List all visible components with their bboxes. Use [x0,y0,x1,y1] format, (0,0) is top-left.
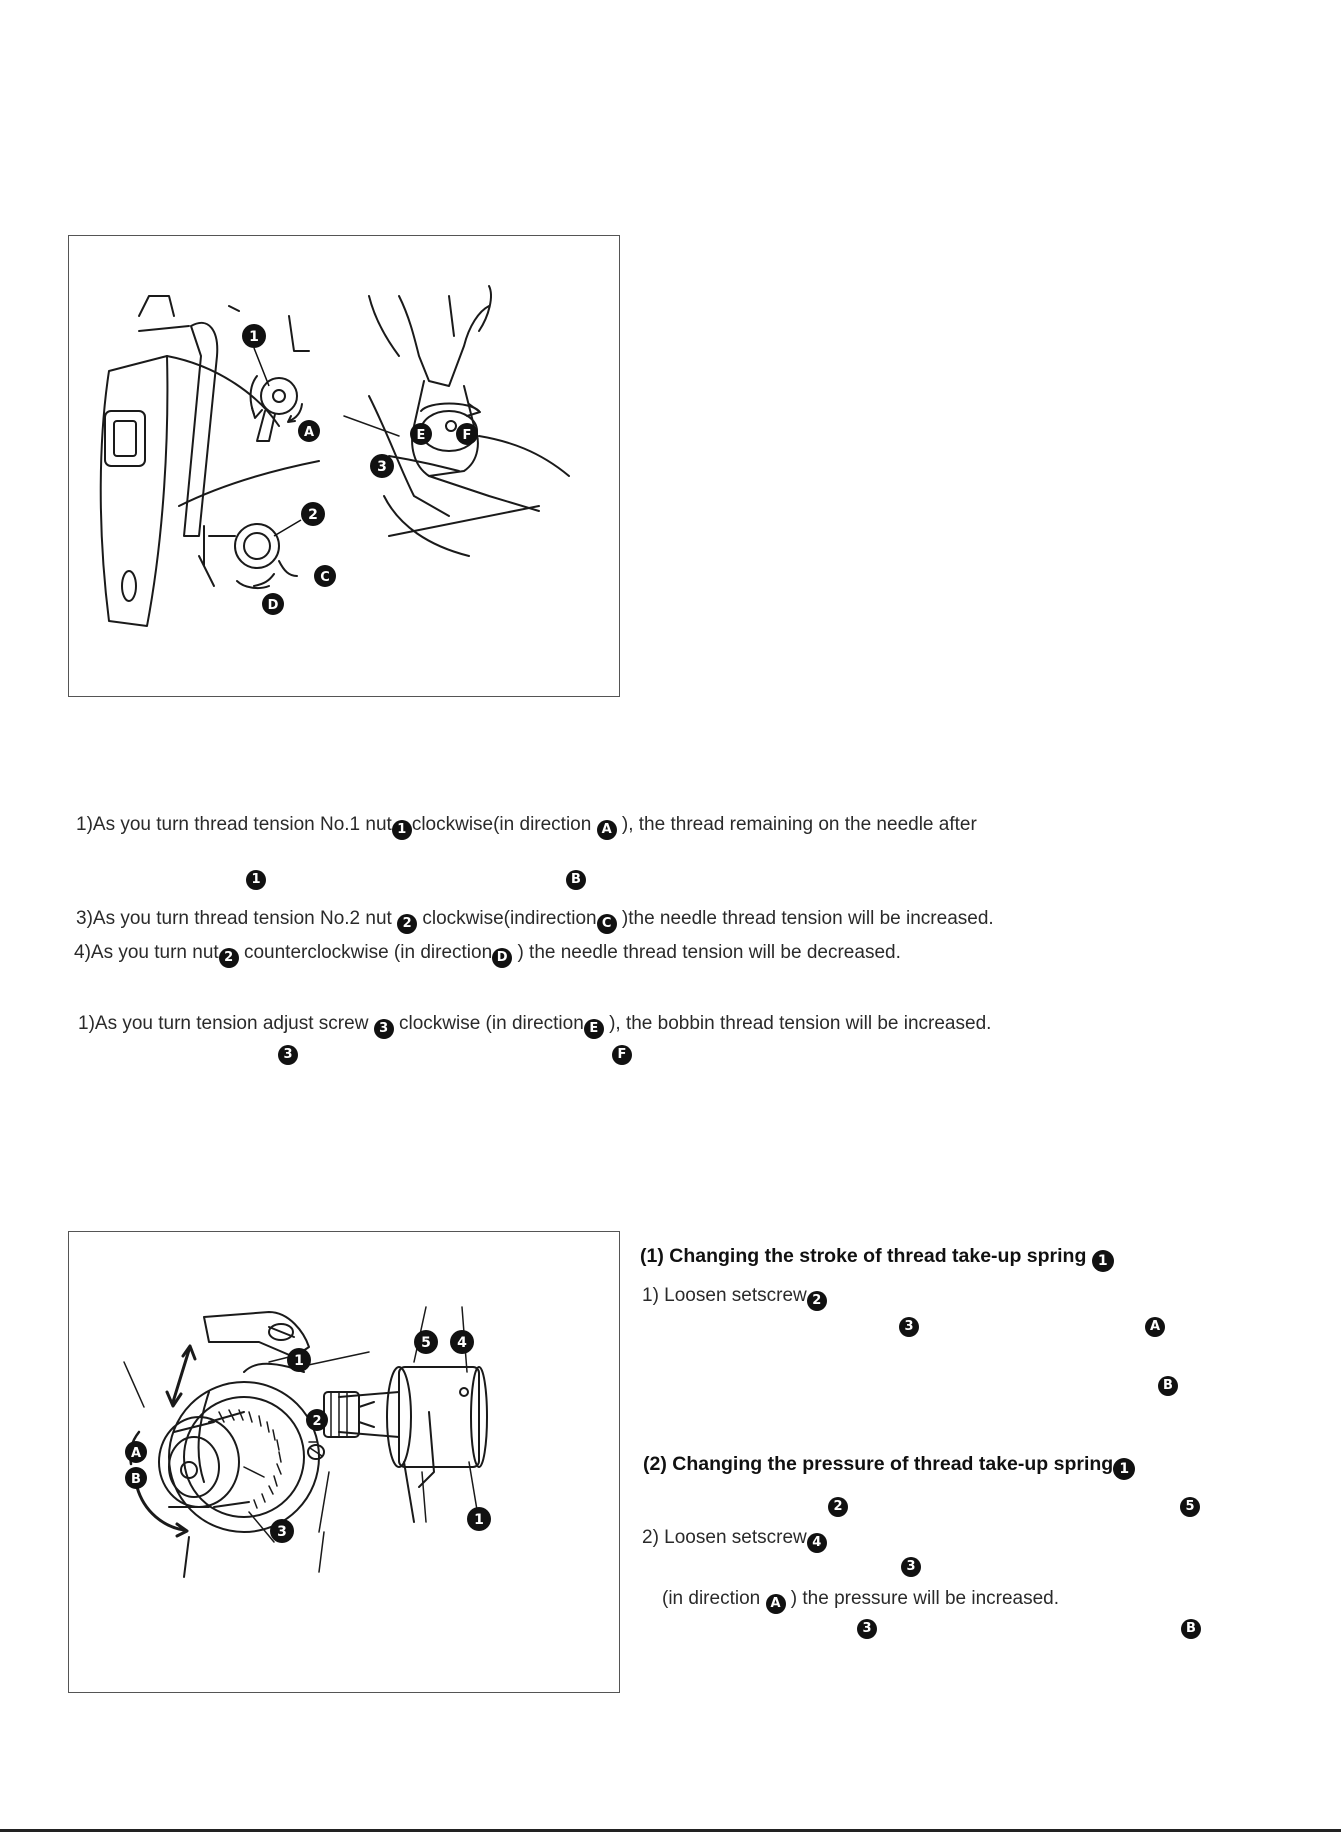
badge-row-f-b: B [1181,1619,1201,1639]
fig2-marker-b [125,1467,147,1489]
bobbin-tension-line-2 [0,1045,1341,1069]
fig1-marker-c [314,565,336,587]
needle-tension-line-4: 4)As you turn nut 2 counterclockwise (in direction D ) the needle thread tension will be decreased. [74,943,901,968]
badge-spring-1: 1 [1092,1250,1114,1272]
take-up-row-f [0,1619,1341,1643]
badge-nut-1: 1 [392,820,412,840]
svg-text:3: 3 [277,1524,287,1540]
svg-text:C: C [320,570,330,585]
badge-screw-3: 3 [374,1019,394,1039]
badge-row-d-3: 3 [901,1557,921,1577]
needle-tension-line-2 [0,870,1341,894]
badge-spring-1-b: 1 [1113,1458,1135,1480]
badge-direction-e: E [584,1019,604,1039]
svg-text:F: F [462,428,472,443]
badge-row-f-3: 3 [857,1619,877,1639]
svg-text:1: 1 [249,329,259,345]
badge-direction-c: C [597,914,617,934]
fig2-marker-2 [306,1409,328,1431]
take-up-step-1: 1) Loosen setscrew 2 [642,1286,827,1311]
fig2-marker-a [125,1441,147,1463]
svg-text:2: 2 [308,507,318,523]
tension-illustration [69,236,621,698]
badge-row-b-b: B [1158,1376,1178,1396]
fig2-marker-1-left [287,1348,311,1372]
badge-row-c-2: 2 [828,1497,848,1517]
svg-text:D: D [267,598,279,613]
fig1-marker-1 [242,324,266,348]
badge-setscrew-4: 4 [807,1533,827,1553]
badge-direction-a: A [597,820,617,840]
take-up-heading-1: (1) Changing the stroke of thread take-up spring 1 [640,1247,1114,1272]
badge-screw-3-line2: 3 [278,1045,298,1065]
take-up-row-b [0,1376,1341,1400]
fig2-marker-3 [270,1519,294,1543]
fig1-marker-3 [370,454,394,478]
svg-text:A: A [130,1446,142,1461]
svg-text:1: 1 [294,1353,304,1369]
take-up-step-2: 2) Loosen setscrew 4 [642,1528,827,1553]
svg-text:2: 2 [312,1414,322,1429]
take-up-row-e: (in direction A ) the pressure will be increased. [662,1589,1059,1614]
badge-nut-1-line2: 1 [246,870,266,890]
badge-setscrew-2: 2 [807,1291,827,1311]
needle-tension-line-1: 1)As you turn thread tension No.1 nut 1 clockwise(in direction A ), the thread remaining on the needle after [76,815,977,840]
svg-text:E: E [416,428,426,443]
fig1-marker-f [456,423,478,445]
badge-row-a-3: 3 [899,1317,919,1337]
take-up-row-d [0,1557,1341,1581]
take-up-row-a [0,1317,1341,1341]
svg-text:1: 1 [474,1512,484,1528]
badge-nut-2: 2 [397,914,417,934]
fig1-marker-e [410,423,432,445]
svg-text:B: B [131,1472,141,1487]
badge-nut-2-line4: 2 [219,948,239,968]
tension-figure [68,235,620,697]
badge-row-a-a: A [1145,1317,1165,1337]
fig1-marker-d [262,593,284,615]
take-up-heading-2: (2) Changing the pressure of thread take-up spring 1 [643,1455,1135,1480]
svg-text:4: 4 [457,1335,467,1351]
fig1-marker-a [298,420,320,442]
bobbin-tension-line-1: 1)As you turn tension adjust screw 3 clockwise (in direction E ), the bobbin thread tension will be increased. [78,1014,991,1039]
svg-text:5: 5 [421,1335,431,1351]
take-up-row-c [0,1497,1341,1521]
badge-direction-b: B [566,870,586,890]
svg-text:A: A [303,425,315,440]
badge-direction-d: D [492,948,512,968]
badge-direction-f: F [612,1045,632,1065]
badge-row-e-a: A [766,1594,786,1614]
needle-tension-line-3: 3)As you turn thread tension No.2 nut 2 clockwise(indirection C )the needle thread tension will be increased. [76,909,994,934]
fig1-marker-2 [301,502,325,526]
badge-row-c-5: 5 [1180,1497,1200,1517]
svg-text:3: 3 [377,459,387,475]
